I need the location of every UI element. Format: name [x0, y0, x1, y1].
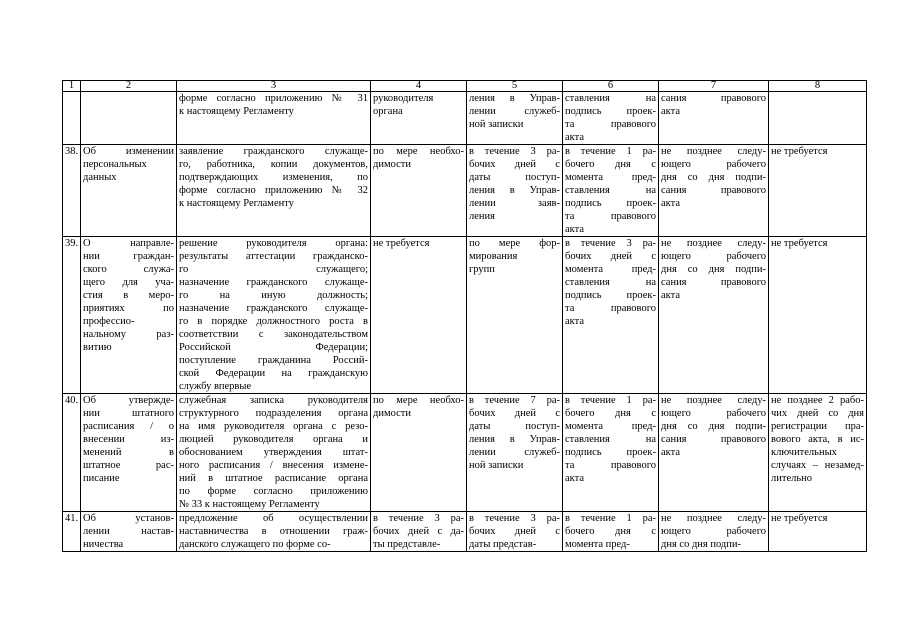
cell-text-line: момента пред- [565, 264, 656, 275]
cell-text-line: заявление гражданского служаще- [179, 146, 368, 157]
cell-text-line: ний в штатное расписание органа [179, 473, 368, 484]
cell-text-line: та правового [565, 303, 656, 314]
cell-text-line: момента пред- [565, 421, 656, 432]
cell-text-line: чих дней со дня [771, 408, 864, 419]
cell-text-line: менений в [83, 447, 174, 458]
subject-cell [81, 145, 177, 237]
cell-text-line: случаях – незамед- [771, 460, 864, 471]
row-number [63, 145, 81, 237]
cell-text-line: руководителя [373, 93, 434, 104]
cell-text-line: ничества [83, 539, 124, 550]
table-row [63, 512, 867, 552]
acquaint-term-cell [659, 512, 769, 552]
row-number [63, 512, 81, 552]
cell-text-line: лении настав- [83, 526, 174, 537]
column-header: 8 [769, 81, 867, 92]
cell-text-line: нии штатного [83, 408, 174, 419]
basis-document-cell [177, 512, 371, 552]
cell-text-line: ного расписания / внесения измене- [179, 460, 368, 471]
cell-text-line: не требуется [771, 146, 828, 157]
cell-text-line: О направле- [83, 238, 174, 249]
cell-text-line: 38. [65, 146, 79, 157]
basis-document-cell [177, 237, 371, 394]
cell-text-line: бочих дней с [469, 526, 560, 537]
subject-cell [81, 92, 177, 145]
cell-text-line: подпись проек- [565, 447, 656, 458]
cell-text-line: форме согласно приложению № 31 [179, 93, 368, 104]
cell-text-line: лении служеб- [469, 447, 560, 458]
cell-text-line: расписания / о [83, 421, 174, 432]
cell-text-line: акта [565, 316, 585, 327]
notify-term-cell [769, 237, 867, 394]
cell-text-line: в течение 1 ра- [565, 513, 656, 524]
cell-text-line: не позднее следу- [661, 146, 766, 157]
cell-text-line: бочего дня с [565, 159, 656, 170]
cell-text-line: органа [373, 106, 403, 117]
cell-text-line: акта [661, 447, 681, 458]
cell-text-line: назначение гражданского служаще- [179, 303, 368, 314]
cell-text-line: не требуется [771, 238, 828, 249]
cell-text-line: ления в Управ- [469, 185, 560, 196]
cell-text-line: штатное рас- [83, 460, 174, 471]
cell-text-line: ты представле- [373, 539, 441, 550]
cell-text-line: дня со дня подпи- [661, 172, 766, 183]
cell-text-line: служебная записка руководителя [179, 395, 368, 406]
preparation-term-cell [467, 237, 563, 394]
cell-text-line: акта [661, 198, 681, 209]
cell-text-line: по мере необхо- [373, 395, 464, 406]
cell-text-line: ставления на [565, 93, 656, 104]
signing-term-cell [563, 92, 659, 145]
cell-text-line: лении служеб- [469, 106, 560, 117]
subject-cell [81, 512, 177, 552]
cell-text-line: дня со дня подпи- [661, 421, 766, 432]
cell-text-line: вового акта, в ис- [771, 434, 864, 445]
acquaint-term-cell [659, 394, 769, 512]
cell-text-line: та правового [565, 119, 656, 130]
cell-text-line: момента пред- [565, 172, 656, 183]
cell-text-line: лительно [771, 473, 813, 484]
cell-text-line: сания правового [661, 434, 766, 445]
column-header: 7 [659, 81, 769, 92]
cell-text-line: внесении из- [83, 434, 174, 445]
cell-text-line: го, работника, копии документов, [179, 159, 368, 170]
row-number [63, 394, 81, 512]
cell-text-line: та правового [565, 211, 656, 222]
cell-text-line: не требуется [373, 238, 430, 249]
cell-text-line: ления [469, 211, 495, 222]
cell-text-line: писание [83, 473, 120, 484]
table-row [63, 237, 867, 394]
cell-text-line: бочих дней с [565, 251, 656, 262]
cell-text-line: ющего рабочего [661, 159, 766, 170]
cell-text-line: люцией руководителя органа и [179, 434, 368, 445]
cell-text-line: в течение 3 ра- [373, 513, 464, 524]
cell-text-line: в течение 7 ра- [469, 395, 560, 406]
cell-text-line: го служащего; [179, 264, 368, 275]
cell-text-line: предложение об осуществлении [179, 513, 368, 524]
cell-text-line: та правового [565, 460, 656, 471]
cell-text-line: акта [565, 224, 585, 235]
column-header: 2 [81, 81, 177, 92]
cell-text-line: бочих дней с да- [373, 526, 464, 537]
cell-text-line: Об утвержде- [83, 395, 174, 406]
cell-text-line: ющего рабочего [661, 408, 766, 419]
cell-text-line: нии граждан- [83, 251, 174, 262]
initiation-term-cell [371, 92, 467, 145]
cell-text-line: бочих дней с [469, 159, 560, 170]
cell-text-line: подтверждающих изменения, по [179, 172, 368, 183]
cell-text-line: в течение 1 ра- [565, 395, 656, 406]
cell-text-line: службу впервые [179, 381, 252, 392]
cell-text-line: форме согласно приложению № 32 [179, 185, 368, 196]
notify-term-cell [769, 92, 867, 145]
cell-text-line: сания правового [661, 93, 766, 104]
table-row [63, 394, 867, 512]
cell-text-line: ского служа- [83, 264, 174, 275]
cell-text-line: в течение 3 ра- [565, 238, 656, 249]
column-header: 3 [177, 81, 371, 92]
column-header: 5 [467, 81, 563, 92]
table-body [63, 92, 867, 552]
cell-text-line: к настоящему Регламенту [179, 106, 294, 117]
initiation-term-cell [371, 237, 467, 394]
cell-text-line: ной записки [469, 460, 524, 471]
cell-text-line: сания правового [661, 277, 766, 288]
subject-cell [81, 394, 177, 512]
cell-text-line: персональных [83, 159, 147, 170]
cell-text-line: к настоящему Регламенту [179, 198, 294, 209]
cell-text-line: в течение 1 ра- [565, 146, 656, 157]
cell-text-line: по мере необхо- [373, 146, 464, 157]
signing-term-cell [563, 145, 659, 237]
cell-text-line: решение руководителя органа: [179, 238, 368, 249]
cell-text-line: соответствии с законодательством [179, 329, 368, 340]
cell-text-line: в течение 3 ра- [469, 146, 560, 157]
cell-text-line: ставления на [565, 434, 656, 445]
cell-text-line: бочего дня с [565, 408, 656, 419]
signing-term-cell [563, 394, 659, 512]
cell-text-line: даты поступ- [469, 421, 560, 432]
regulation-table [62, 80, 867, 552]
cell-text-line: Российской Федерации; [179, 342, 368, 353]
table-row [63, 92, 867, 145]
column-header: 6 [563, 81, 659, 92]
cell-text-line: акта [661, 106, 681, 117]
cell-text-line: на имя руководителя органа с резо- [179, 421, 368, 432]
cell-text-line: даты поступ- [469, 172, 560, 183]
cell-text-line: 41. [65, 513, 79, 524]
preparation-term-cell [467, 394, 563, 512]
cell-text-line: бочего дня с [565, 526, 656, 537]
initiation-term-cell [371, 145, 467, 237]
cell-text-line: стия в меро- [83, 290, 174, 301]
cell-text-line: нальному раз- [83, 329, 174, 340]
cell-text-line: го на иную должность; [179, 290, 368, 301]
cell-text-line: не требуется [771, 513, 828, 524]
cell-text-line: ления в Управ- [469, 93, 560, 104]
signing-term-cell [563, 237, 659, 394]
initiation-term-cell [371, 512, 467, 552]
cell-text-line: не позднее следу- [661, 238, 766, 249]
preparation-term-cell [467, 145, 563, 237]
cell-text-line: № 33 к настоящему Регламенту [179, 499, 320, 510]
preparation-term-cell [467, 512, 563, 552]
subject-cell [81, 237, 177, 394]
cell-text-line: Об изменении [83, 146, 174, 157]
cell-text-line: ключительных [771, 447, 837, 458]
column-number-row [63, 81, 867, 92]
cell-text-line: ской Федерации на гражданскую [179, 368, 368, 379]
row-number [63, 92, 81, 145]
cell-text-line: подпись проек- [565, 198, 656, 209]
cell-text-line: акта [565, 473, 585, 484]
cell-text-line: дня со дня подпи- [661, 264, 766, 275]
cell-text-line: димости [373, 408, 411, 419]
cell-text-line: ющего рабочего [661, 251, 766, 262]
cell-text-line: не позднее следу- [661, 395, 766, 406]
acquaint-term-cell [659, 92, 769, 145]
table-row [63, 145, 867, 237]
cell-text-line: не позднее 2 рабо- [771, 395, 864, 406]
column-header: 4 [371, 81, 467, 92]
cell-text-line: ющего рабочего [661, 526, 766, 537]
basis-document-cell [177, 92, 371, 145]
notify-term-cell [769, 394, 867, 512]
cell-text-line: профессио- [83, 316, 135, 327]
notify-term-cell [769, 512, 867, 552]
cell-text-line: акта [565, 132, 585, 143]
cell-text-line: структурного подразделения органа [179, 408, 368, 419]
cell-text-line: лении заяв- [469, 198, 560, 209]
cell-text-line: витию [83, 342, 112, 353]
cell-text-line: щего для уча- [83, 277, 174, 288]
cell-text-line: ления в Управ- [469, 434, 560, 445]
basis-document-cell [177, 145, 371, 237]
cell-text-line: акта [661, 290, 681, 301]
column-header: 1 [63, 81, 81, 92]
cell-text-line: обоснованием утверждения штат- [179, 447, 368, 458]
cell-text-line: 39. [65, 238, 79, 249]
cell-text-line: наставничества в отношении граж- [179, 526, 368, 537]
cell-text-line: бочих дней с [469, 408, 560, 419]
cell-text-line: групп [469, 264, 495, 275]
preparation-term-cell [467, 92, 563, 145]
cell-text-line: ной записки [469, 119, 524, 130]
cell-text-line: дня со дня подпи- [661, 539, 742, 550]
cell-text-line: поступление гражданина Россий- [179, 355, 368, 366]
cell-text-line: ставления на [565, 277, 656, 288]
row-number [63, 237, 81, 394]
cell-text-line: регистрации пра- [771, 421, 864, 432]
signing-term-cell [563, 512, 659, 552]
cell-text-line: по мере фор- [469, 238, 560, 249]
notify-term-cell [769, 145, 867, 237]
basis-document-cell [177, 394, 371, 512]
cell-text-line: ставления на [565, 185, 656, 196]
cell-text-line: Об установ- [83, 513, 174, 524]
cell-text-line: данных [83, 172, 117, 183]
cell-text-line: 40. [65, 395, 79, 406]
cell-text-line: момента пред- [565, 539, 630, 550]
cell-text-line: приятиях по [83, 303, 174, 314]
cell-text-line: в течение 3 ра- [469, 513, 560, 524]
cell-text-line: результаты аттестации гражданско- [179, 251, 368, 262]
cell-text-line: назначение гражданского служаще- [179, 277, 368, 288]
acquaint-term-cell [659, 237, 769, 394]
cell-text-line: даты представ- [469, 539, 537, 550]
cell-text-line: сания правового [661, 185, 766, 196]
cell-text-line: данского служащего по форме со- [179, 539, 331, 550]
cell-text-line: не позднее следу- [661, 513, 766, 524]
acquaint-term-cell [659, 145, 769, 237]
cell-text-line: подпись проек- [565, 106, 656, 117]
cell-text-line: мирования [469, 251, 518, 262]
cell-text-line: го в порядке должностного роста в [179, 316, 368, 327]
initiation-term-cell [371, 394, 467, 512]
cell-text-line: по форме согласно приложению [179, 486, 368, 497]
cell-text-line: подпись проек- [565, 290, 656, 301]
cell-text-line: димости [373, 159, 411, 170]
